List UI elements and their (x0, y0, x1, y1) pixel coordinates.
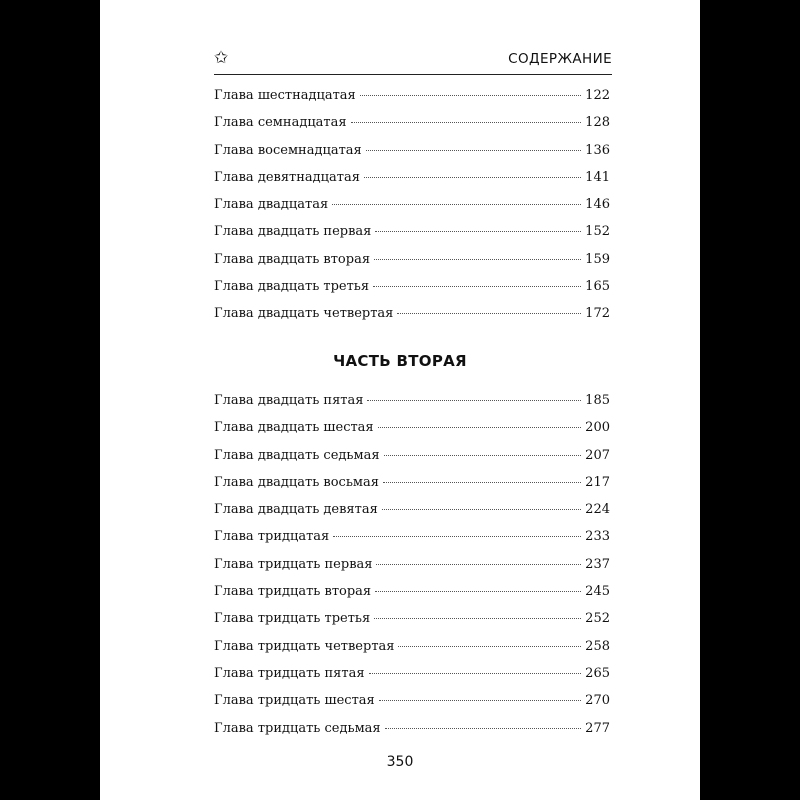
dot-leader (369, 673, 582, 674)
dot-leader (398, 646, 581, 647)
dot-leader (373, 286, 581, 287)
chapter-title: Глава двадцать восьмая (214, 474, 379, 490)
chapter-page: 159 (585, 251, 610, 267)
dot-leader (364, 177, 581, 178)
chapter-page: 270 (585, 693, 610, 709)
dot-leader (367, 400, 581, 401)
toc-entry (214, 115, 610, 142)
toc-entry (214, 88, 610, 115)
star-icon: ✩ (214, 48, 229, 68)
chapter-page: 258 (585, 638, 610, 654)
toc-entry (214, 143, 610, 170)
page-number: 350 (386, 754, 414, 770)
toc-entry (214, 448, 610, 475)
toc-list-part-one (214, 88, 610, 334)
chapter-title: Глава тридцатая (214, 529, 330, 545)
chapter-page: 141 (585, 169, 610, 185)
chapter-title: Глава девятнадцатая (214, 169, 360, 185)
toc-list-part-two (214, 393, 610, 748)
chapter-page: 277 (585, 720, 610, 736)
toc-entry (214, 584, 610, 611)
chapter-page: 265 (585, 665, 610, 681)
chapter-title: Глава тридцать четвертая (214, 638, 395, 654)
dot-leader (375, 591, 581, 592)
right-black-border (700, 0, 800, 800)
chapter-page: 237 (585, 556, 610, 572)
header-rule (214, 74, 612, 75)
dot-leader (385, 728, 582, 729)
dot-leader (360, 95, 581, 96)
chapter-page: 185 (585, 393, 610, 408)
toc-entry (214, 693, 610, 720)
toc-entry (214, 420, 610, 447)
toc-entry (214, 475, 610, 502)
toc-entry (214, 170, 610, 197)
dot-leader (366, 150, 581, 151)
toc-entry (214, 666, 610, 693)
dot-leader (383, 482, 581, 483)
toc-entry (214, 639, 610, 666)
toc-entry (214, 252, 610, 279)
chapter-page: 217 (585, 474, 610, 490)
dot-leader (374, 618, 581, 619)
dot-leader (376, 564, 581, 565)
chapter-page: 165 (585, 279, 610, 295)
toc-entry (214, 279, 610, 306)
toc-entry (214, 611, 610, 638)
running-title: СОДЕРЖАНИЕ (508, 51, 612, 67)
chapter-title: Глава двадцатая (214, 197, 329, 213)
chapter-page: 146 (585, 197, 610, 213)
toc-entry (214, 197, 610, 224)
chapter-page: 136 (585, 142, 610, 158)
chapter-page: 233 (585, 529, 610, 545)
dot-leader (384, 455, 582, 456)
chapter-title: Глава семнадцатая (214, 115, 347, 131)
dot-leader (375, 231, 581, 232)
toc-entry (214, 557, 610, 584)
toc-entry (214, 502, 610, 529)
chapter-page: 252 (585, 611, 610, 627)
toc-entry (214, 393, 610, 420)
toc-entry (214, 306, 610, 333)
dot-leader (351, 122, 582, 123)
toc-entry (214, 224, 610, 251)
part-two-heading: ЧАСТЬ ВТОРАЯ (333, 352, 467, 370)
dot-leader (397, 313, 581, 314)
chapter-title: Глава восемнадцатая (214, 142, 362, 158)
chapter-title: Глава шестнадцатая (214, 88, 356, 103)
dot-leader (333, 536, 581, 537)
left-black-border (0, 0, 100, 800)
chapter-page: 224 (585, 502, 610, 518)
running-header (214, 50, 612, 72)
chapter-page: 122 (585, 88, 610, 103)
chapter-title: Глава тридцать шестая (214, 693, 375, 709)
chapter-page: 152 (585, 224, 610, 240)
toc-entry (214, 721, 610, 748)
chapter-title: Глава двадцать седьмая (214, 447, 380, 463)
chapter-title: Глава двадцать девятая (214, 502, 378, 518)
chapter-title: Глава двадцать третья (214, 279, 370, 295)
dot-leader (332, 204, 581, 205)
chapter-title: Глава тридцать седьмая (214, 720, 381, 736)
chapter-title: Глава тридцать пятая (214, 665, 365, 681)
dot-leader (382, 509, 581, 510)
toc-entry (214, 529, 610, 556)
chapter-page: 172 (585, 306, 610, 322)
chapter-title: Глава тридцать третья (214, 611, 371, 627)
chapter-title: Глава тридцать первая (214, 556, 373, 572)
dot-leader (374, 259, 581, 260)
chapter-page: 245 (585, 584, 610, 600)
chapter-title: Глава двадцать пятая (214, 393, 364, 408)
dot-leader (378, 427, 582, 428)
chapter-title: Глава тридцать вторая (214, 584, 372, 600)
chapter-title: Глава двадцать первая (214, 224, 372, 240)
chapter-title: Глава двадцать четвертая (214, 306, 394, 322)
chapter-page: 128 (585, 115, 610, 131)
dot-leader (379, 700, 581, 701)
chapter-page: 200 (585, 420, 610, 436)
chapter-page: 207 (585, 447, 610, 463)
chapter-title: Глава двадцать шестая (214, 420, 374, 436)
chapter-title: Глава двадцать вторая (214, 251, 371, 267)
